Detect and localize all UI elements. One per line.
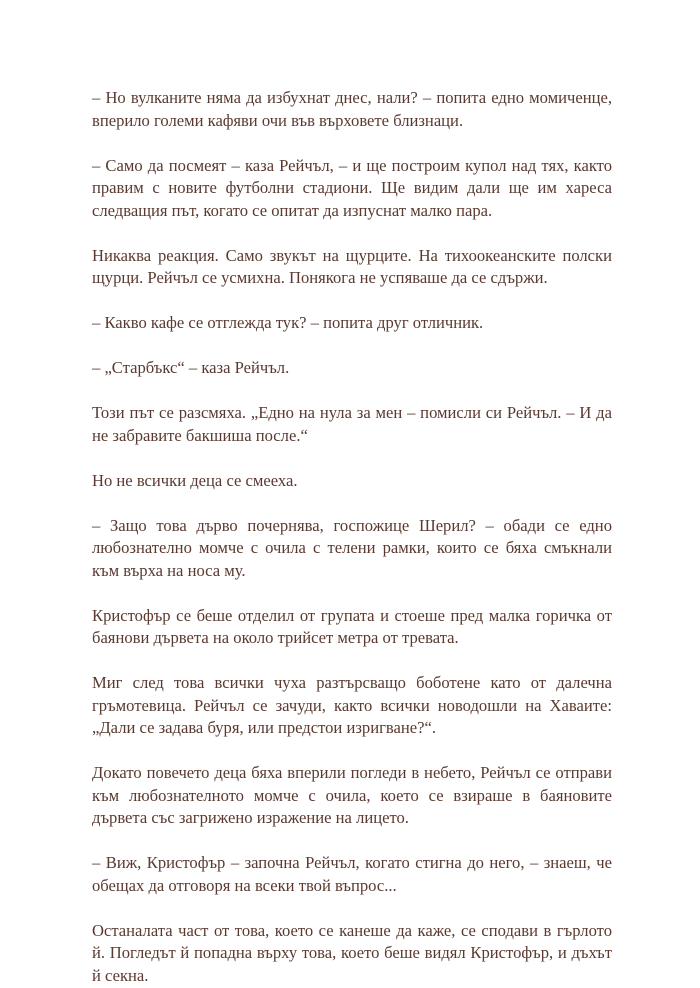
- paragraph-12: – Виж, Кристофър – започна Рейчъл, когато стигна до него, – знаеш, че обещах да отговоря на всеки твой въпрос...: [92, 853, 612, 895]
- paragraph-9: Кристофър се беше отделил от групата и стоеше пред малка горичка от баянови дървета на около трийсет метра от тревата.: [92, 605, 612, 647]
- paragraph-4: – Какво кафе се отглежда тук? – попита друг отличник.: [92, 313, 484, 332]
- paragraph-7: Но не всички деца се смееха.: [92, 470, 298, 490]
- paragraph-11: Докато повечето деца бяха вперили погледи в небето, Рейчъл се отправи към любознателното момче с очила, което се взираше в баяновите дървета със загрижено изражение на лицето.: [92, 763, 612, 827]
- paragraph-3: Никаква реакция. Само звукът на щурците. На тихоокеанските полски щурци. Рейчъл се усмихна. Понякога не успяваше да се сдържи.: [92, 245, 612, 287]
- paragraph-1: – Но вулканите няма да избухнат днес, нали? – попита едно момиченце, вперило големи кафяви очи във върховете близнаци.: [92, 88, 612, 130]
- paragraph-13: Останалата част от това, което се канеше да каже, се сподави в гърлото й. Погледът й попадна върху това, което беше видял Кристофър, и дъхът й секна.: [92, 920, 612, 985]
- paragraph-6: Този път се разсмяха. „Едно на нула за мен – помисли си Рейчъл. – И да не забравите бакшиша после.“: [92, 403, 612, 445]
- paragraph-2: – Само да посмеят – каза Рейчъл, – и ще построим купол над тях, както правим с новите футболни стадиони. Ще видим дали ще им хареса следващия път, когато се опитат да изпуснат малко пара.: [92, 155, 612, 220]
- paragraph-8: – Защо това дърво почернява, госпожице Шерил? – обади се едно любознателно момче с очила с телени рамки, които се бяха смъкнали към върха на носа му.: [92, 515, 612, 580]
- paragraph-10: Миг след това всички чуха разтърсващо боботене като от далечна гръмотевица. Рейчъл се зачуди, както всички новодошли на Хаваите: „Дали се задава буря, или предстои изригване?“.: [92, 673, 612, 737]
- page-body-text: [92, 87, 612, 987]
- paragraph-5: – „Старбъкс“ – каза Рейчъл.: [92, 358, 290, 377]
